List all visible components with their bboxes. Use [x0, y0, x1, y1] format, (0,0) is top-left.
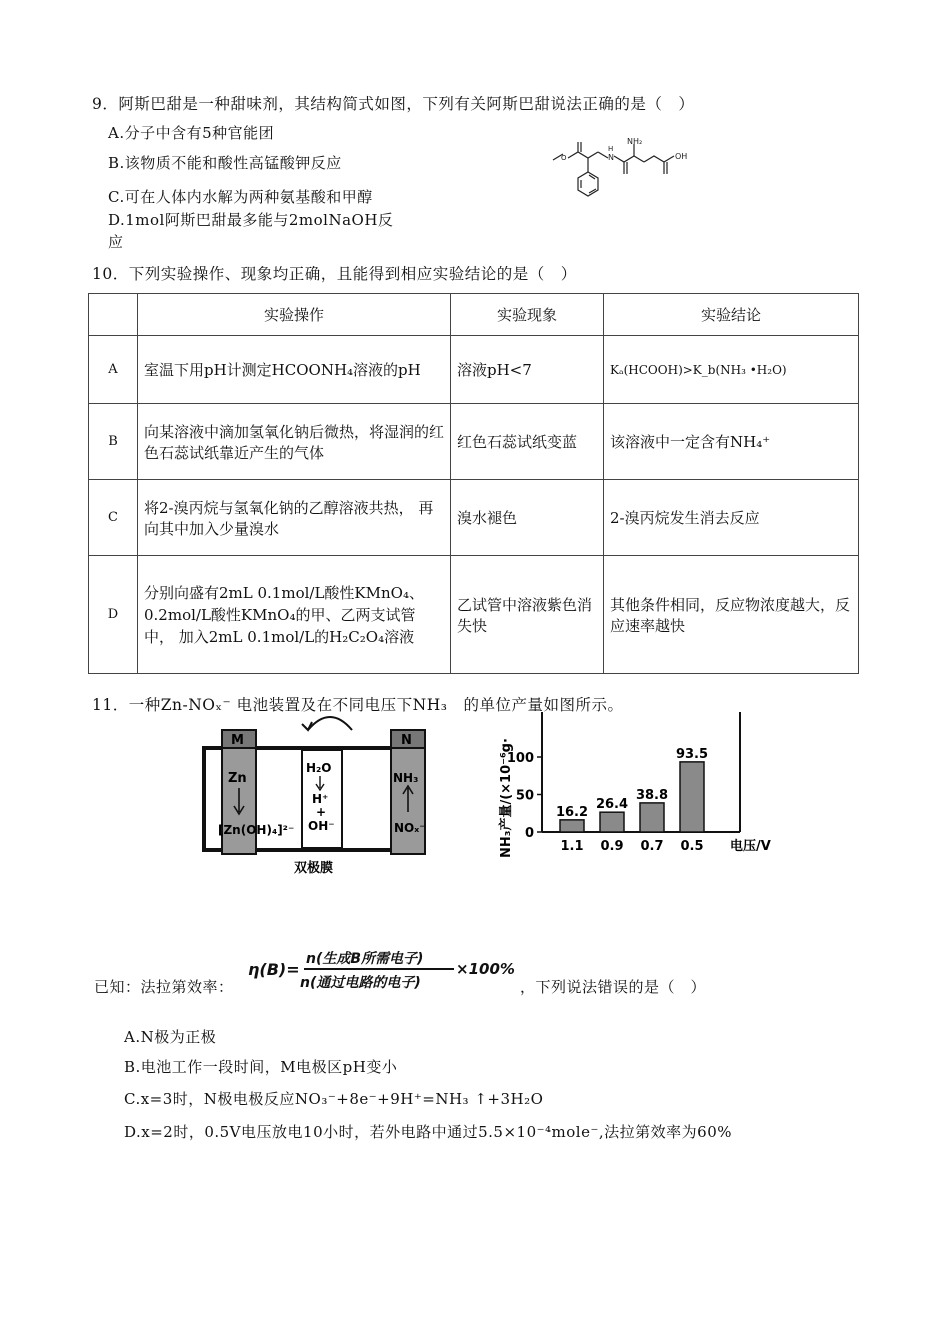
- table-header-row: [89, 294, 859, 336]
- x-tick-label: 1.1: [560, 839, 584, 854]
- formula-suffix: ×100%: [456, 960, 515, 978]
- table-header-phenomenon: 实验现象: [451, 294, 604, 336]
- oh-minus-label: OH⁻: [308, 819, 335, 833]
- x-tick-label: 0.7: [640, 839, 664, 854]
- formula-lhs: η(B)=: [248, 960, 300, 979]
- oh-label: OH: [675, 152, 688, 161]
- table-row: [89, 336, 859, 404]
- table-header-conclusion: 实验结论: [604, 294, 859, 336]
- h2o-label: H₂O: [306, 761, 332, 775]
- nh3-yield-chart: [490, 708, 790, 868]
- q11-option-a: A.N极为正极: [124, 1028, 217, 1046]
- row-label: D: [89, 556, 138, 674]
- chart-bar: [560, 820, 584, 832]
- experiment-table: [88, 293, 859, 674]
- aspartame-structure: [548, 138, 718, 218]
- x-tick-label: 0.9: [600, 839, 624, 854]
- zn-label: Zn: [228, 771, 247, 786]
- faraday-formula: [248, 948, 518, 998]
- chart-xlabel: 电压/V: [730, 839, 771, 854]
- h-plus-label: H⁺: [312, 792, 329, 806]
- nh2-label: NH₂: [627, 138, 643, 146]
- row-phenomenon: 乙试管中溶液紫色消失快: [451, 556, 604, 674]
- electrode-m-label: M: [231, 733, 244, 748]
- zincate-label: [Zn(OH)₄]²⁻: [218, 823, 295, 837]
- row-phenomenon: 溶液pH<7: [451, 336, 604, 404]
- nox-label: NOₓ⁻: [394, 821, 426, 835]
- battery-diagram: [190, 700, 450, 880]
- electrode-n-label: N: [401, 733, 412, 748]
- x-tick-label: 0.5: [680, 839, 704, 854]
- row-label: C: [89, 480, 138, 556]
- row-label: B: [89, 404, 138, 480]
- y-tick-label: 0: [524, 826, 534, 841]
- table-row: [89, 480, 859, 556]
- formula-numerator: n(生成B所需电子): [306, 951, 424, 967]
- bar-value-label: 26.4: [595, 797, 629, 813]
- fraction-bar: [304, 968, 454, 970]
- table-row: [89, 404, 859, 480]
- q9-option-b: B.该物质不能和酸性高锰酸钾反应: [108, 154, 342, 172]
- row-conclusion: 该溶液中一定含有NH₄⁺: [604, 404, 859, 480]
- formula-denominator: n(通过电路的电子): [300, 975, 421, 991]
- bar-value-label: 38.8: [635, 787, 669, 803]
- amide-n-label: N: [608, 153, 614, 162]
- row-operation: 分别向盛有2mL 0.1mol/L酸性KMnO₄、 0.2mol/L酸性KMnO₄的甲、乙两支试管中， 加入2mL 0.1mol/L的H₂C₂O₄溶液: [138, 556, 451, 674]
- chart-bar: [680, 762, 704, 832]
- q9-option-a: A.分子中含有5种官能团: [108, 124, 275, 142]
- q9-option-c: C.可在人体内水解为两种氨基酸和甲醇: [108, 188, 373, 206]
- table-row: [89, 556, 859, 674]
- chart-ylabel: NH₃产量/(×10⁻⁶g·: [499, 738, 514, 858]
- row-operation: 将2-溴丙烷与氢氧化钠的乙醇溶液共热， 再向其中加入少量溴水: [138, 480, 451, 556]
- amide-h-label: H: [608, 145, 614, 153]
- y-tick-label: 50: [515, 788, 534, 804]
- circuit-arrow-icon: [308, 717, 352, 730]
- q11-option-b: B.电池工作一段时间，M电极区pH变小: [124, 1058, 398, 1076]
- q11-option-d: D.x=2时，0.5V电压放电10小时，若外电路中通过5.5×10⁻⁴mole⁻,法拉第效率为60%: [124, 1123, 733, 1141]
- table-header-blank: [89, 294, 138, 336]
- faraday-label: 已知：法拉第效率：: [94, 978, 234, 996]
- bar-value-label: 16.2: [555, 804, 589, 820]
- membrane-label: 双极膜: [294, 861, 334, 876]
- row-phenomenon: 红色石蕊试纸变蓝: [451, 404, 604, 480]
- q9-option-d-cont: 应: [108, 233, 124, 251]
- q11-option-c: C.x=3时，N极电极反应NO₃⁻+8e⁻+9H⁺=NH₃ ↑+3H₂O: [124, 1090, 544, 1108]
- faraday-tail: ，下列说法错误的是（ ）: [520, 978, 707, 996]
- bar-value-label: 93.5: [675, 746, 709, 762]
- chart-bar: [600, 812, 624, 832]
- row-conclusion: 2-溴丙烷发生消去反应: [604, 480, 859, 556]
- row-label: A: [89, 336, 138, 404]
- q9-option-d: D.1mol阿斯巴甜最多能与2molNaOH反: [108, 211, 394, 229]
- row-operation: 室温下用pH计测定HCOONH₄溶液的pH: [138, 336, 451, 404]
- y-tick-label: 100: [506, 751, 534, 766]
- chart-bar: [640, 803, 664, 832]
- row-conclusion: Kₐ(HCOOH)>K_b(NH₃ •H₂O): [604, 336, 859, 404]
- row-operation: 向某溶液中滴加氢氧化钠后微热，将湿润的红色石蕊试纸靠近产生的气体: [138, 404, 451, 480]
- table-header-operation: 实验操作: [138, 294, 451, 336]
- plus-label: +: [316, 805, 327, 819]
- q11-title: 11．一种Zn-NOₓ⁻ 电池装置及在不同电压下NH₃ 的单位产量如图所示。: [92, 696, 624, 714]
- row-conclusion: 其他条件相同，反应物浓度越大，反应速率越快: [604, 556, 859, 674]
- q10-title: 10．下列实验操作、现象均正确，且能得到相应实验结论的是（ ）: [92, 265, 577, 283]
- ester-o-label: O: [561, 154, 567, 162]
- q9-title: 9．阿斯巴甜是一种甜味剂，其结构简式如图，下列有关阿斯巴甜说法正确的是（ ）: [92, 95, 695, 113]
- nh3-label: NH₃: [393, 771, 419, 785]
- row-phenomenon: 溴水褪色: [451, 480, 604, 556]
